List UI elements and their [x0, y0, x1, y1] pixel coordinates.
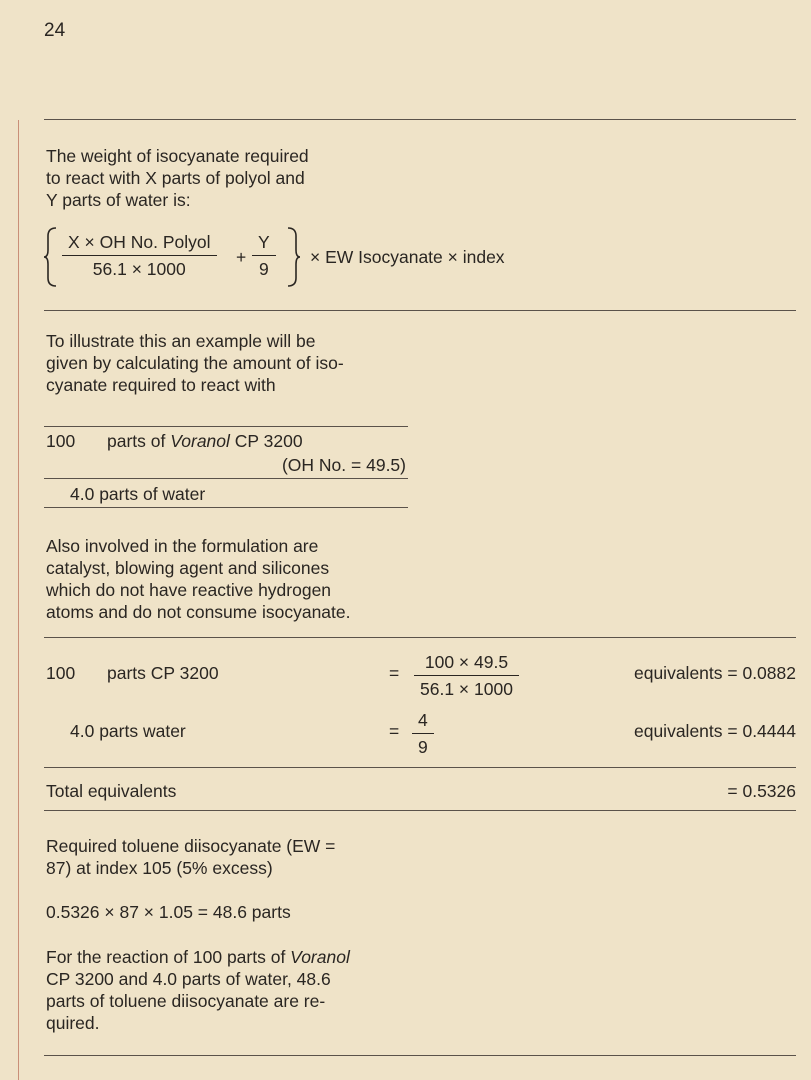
calc-row1-equals: =: [389, 663, 400, 683]
right-brace-icon: [286, 226, 300, 288]
conclusion-brand: Voranol: [290, 947, 350, 967]
calc-row1-qty: 100: [46, 663, 76, 683]
left-brace-icon: [44, 226, 58, 288]
calc-row1-result: equivalents = 0.0882: [633, 663, 796, 683]
formula-denominator-water: 9: [258, 259, 269, 279]
ingredient-polyol-brand: Voranol: [170, 431, 230, 451]
intro-line-3: Y parts of water is:: [46, 190, 191, 210]
formula-numerator-water: Y: [252, 231, 276, 256]
required-paragraph: [46, 835, 335, 879]
formula-numerator-polyol: X × OH No. Polyol: [62, 231, 217, 256]
total-value: = 0.5326: [727, 781, 796, 801]
divider-top: [44, 119, 796, 120]
formula-plus: +: [236, 247, 247, 267]
ingredient-polyol-post: CP 3200: [229, 431, 303, 451]
conclusion-paragraph: [46, 946, 350, 1034]
also-involved-line-3: which do not have reactive hydrogen: [46, 580, 332, 600]
divider-calc-top: [44, 637, 796, 638]
required-line-1: Required toluene diisocyanate (EW =: [46, 836, 336, 856]
divider-ingredients-mid: [44, 478, 408, 479]
divider-calc-bottom: [44, 810, 796, 811]
ingredient-polyol-qty: 100: [46, 431, 76, 451]
formula-fraction-water: [252, 231, 276, 280]
example-intro-line-1: To illustrate this an example will be: [46, 331, 316, 351]
also-involved-line-1: Also involved in the formulation are: [46, 536, 319, 556]
required-line-2: 87) at index 105 (5% excess): [46, 858, 273, 878]
conclusion-line-1: [46, 946, 350, 968]
divider-ingredients-bottom: [44, 507, 408, 508]
example-intro-line-2: given by calculating the amount of iso-: [46, 353, 344, 373]
calc-row1-fraction: [414, 651, 519, 700]
divider-formula: [44, 310, 796, 311]
calc-row2-equals: =: [389, 721, 400, 741]
intro-line-1: The weight of isocyanate required: [46, 146, 309, 166]
intro-paragraph: [46, 145, 309, 211]
conclusion-line-3: parts of toluene diisocyanate are re-: [46, 991, 326, 1011]
also-involved-line-2: catalyst, blowing agent and silicones: [46, 558, 330, 578]
example-intro-line-3: cyanate required to react with: [46, 375, 276, 395]
divider-ingredients-top: [44, 426, 408, 427]
conclusion-line-1-text: For the reaction of 100 parts of: [46, 947, 291, 967]
margin-line: [18, 120, 19, 1080]
calc-row2-fraction: [412, 709, 434, 758]
total-label: Total equivalents: [46, 781, 177, 801]
also-involved-paragraph: [46, 535, 351, 623]
conclusion-line-4: quired.: [46, 1013, 100, 1033]
ingredient-polyol-name: [107, 430, 303, 452]
divider-calc-mid: [44, 767, 796, 768]
conclusion-line-2: CP 3200 and 4.0 parts of water, 48.6: [46, 969, 331, 989]
example-intro-paragraph: [46, 330, 344, 396]
formula-suffix: × EW Isocyanate × index: [310, 247, 505, 267]
calc-row1-label: parts CP 3200: [107, 663, 219, 683]
calc-row2-label: 4.0 parts water: [70, 721, 186, 741]
calc-row2-denominator: 9: [418, 737, 428, 757]
intro-line-2: to react with X parts of polyol and: [46, 168, 305, 188]
calc-row1-numerator: 100 × 49.5: [414, 651, 519, 676]
required-equation: 0.5326 × 87 × 1.05 = 48.6 parts: [46, 902, 291, 922]
page-number: 24: [44, 20, 66, 41]
calc-row2-result: equivalents = 0.4444: [633, 721, 796, 741]
ingredient-polyol-pre: parts of: [107, 431, 171, 451]
formula-fraction-polyol: [62, 231, 217, 280]
ingredient-polyol-oh: (OH No. = 49.5): [281, 455, 406, 475]
also-involved-line-4: atoms and do not consume isocyanate.: [46, 602, 351, 622]
general-formula: [44, 226, 564, 288]
calc-row1-denominator: 56.1 × 1000: [420, 679, 513, 699]
calc-row2-numerator: 4: [412, 709, 434, 734]
divider-bottom: [44, 1055, 796, 1056]
formula-denominator-polyol: 56.1 × 1000: [92, 259, 186, 279]
ingredient-water: 4.0 parts of water: [70, 484, 206, 504]
